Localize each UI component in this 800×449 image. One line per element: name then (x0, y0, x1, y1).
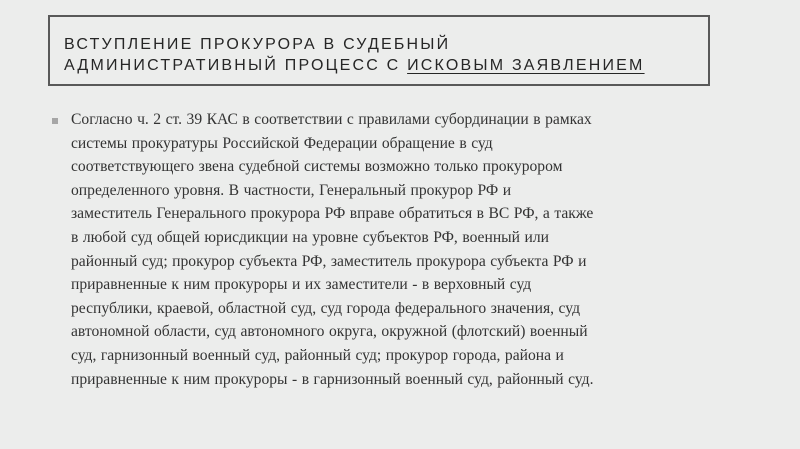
body-line: приравненные к ним прокуроры - в гарнизонный военный суд, районный суд. (71, 370, 594, 388)
body-line: автономной области, суд автономного округа, окружной (флотский) военный (71, 323, 588, 341)
slide-title-line-1: ВСТУПЛЕНИЕ ПРОКУРОРА В СУДЕБНЫЙ (64, 36, 451, 53)
body-line: республики, краевой, областной суд, суд города федерального значения, суд (71, 299, 581, 317)
slide-title-box (48, 15, 710, 86)
body-line: суд, гарнизонный военный суд, районный суд; прокурор города, района и (71, 346, 564, 364)
body-paragraph (71, 108, 716, 391)
body-line: районный суд; прокурор субъекта РФ, заместитель прокурора субъекта РФ и (71, 252, 587, 270)
body-line: Согласно ч. 2 ст. 39 КАС в соответствии с правилами субординации в рамках (71, 111, 592, 128)
slide-title-line-2: АДМИНИСТРАТИВНЫЙ ПРОЦЕСС С (64, 57, 408, 74)
body-line: системы прокуратуры Российской Федерации обращение в суд (71, 134, 493, 152)
body-line: соответствующего звена судебной системы возможно только прокурором (71, 158, 563, 176)
body-line: в любой суд общей юрисдикции на уровне субъектов РФ, военный или (71, 228, 549, 246)
body-line: приравненные к ним прокуроры и их заместители - в верховный суд (71, 276, 532, 294)
body-line: определенного уровня. В частности, Генеральный прокурор РФ и (71, 181, 512, 199)
slide-title-link[interactable]: ИСКОВЫМ ЗАЯВЛЕНИЕМ (407, 57, 645, 74)
bullet-marker-icon (52, 118, 58, 124)
body-line: заместитель Генерального прокурора РФ вправе обратиться в ВС РФ, а также (71, 205, 594, 223)
slide-title (64, 34, 645, 76)
